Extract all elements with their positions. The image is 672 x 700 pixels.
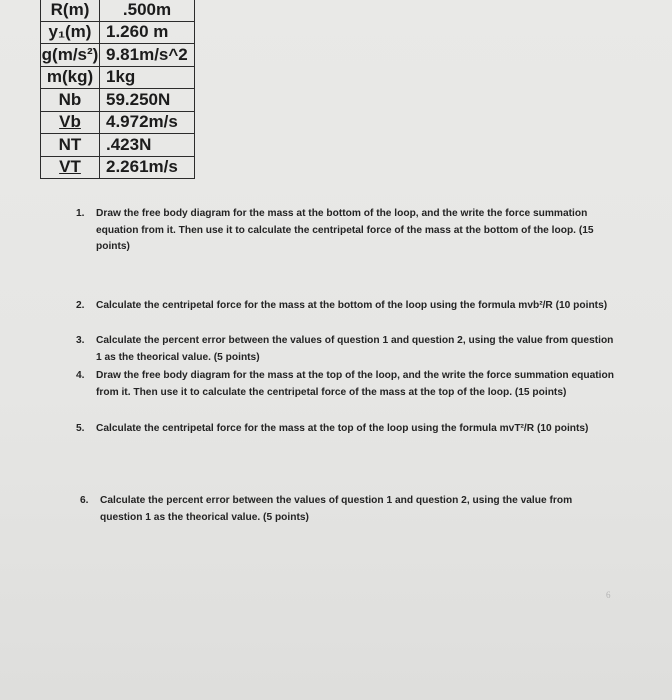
question-text: Calculate the centripetal force for the mass at the top of the loop using the formula mvT²/R (10 points) [96, 423, 589, 434]
table-value: 1kg [100, 66, 195, 89]
table-row [41, 134, 195, 157]
table-label: y₁(m) [41, 21, 100, 44]
table-value: .423N [100, 134, 195, 157]
question-number: 4. [76, 370, 85, 381]
table-row [41, 66, 195, 89]
table-row [41, 156, 195, 179]
question-number: 5. [76, 423, 85, 434]
table-row [41, 44, 195, 67]
question-text: Calculate the percent error between the values of question 1 and question 2, using the value from question 1 as the theorical value. (5 points) [96, 335, 614, 363]
table-label: Nb [41, 89, 100, 112]
question-number: 2. [76, 300, 85, 311]
table-row [41, 89, 195, 112]
table-value: 1.260 m [100, 21, 195, 44]
table-value: 2.261m/s [100, 156, 195, 179]
table-row [41, 21, 195, 44]
question-number: 1. [76, 208, 85, 219]
question-number: 3. [76, 335, 85, 346]
table-row [41, 111, 195, 134]
question-text: Draw the free body diagram for the mass at the bottom of the loop, and the write the force summation equation from it. Then use it to calculate the centripetal force of the mass at the bottom of the loop. (15 points) [96, 208, 594, 252]
table-label: VT [41, 156, 100, 179]
table-value: 59.250N [100, 89, 195, 112]
question-text: Draw the free body diagram for the mass at the top of the loop, and the write the force summation equation from it. Then use it to calculate the centripetal force of the mass at the top of the loop. (15 points) [96, 370, 614, 398]
table-label: NT [41, 134, 100, 157]
table-label: R(m) [41, 0, 100, 21]
table-label: m(kg) [41, 66, 100, 89]
table-value: 4.972m/s [100, 111, 195, 134]
data-table [40, 0, 195, 179]
page-mark: 6 [606, 590, 611, 600]
table-label: Vb [41, 111, 100, 134]
table-label: g(m/s²) [41, 44, 100, 67]
question-text: Calculate the centripetal force for the mass at the bottom of the loop using the formula mvb²/R (10 points) [96, 300, 608, 311]
table-value: 9.81m/s^2 [100, 44, 195, 67]
table-value: .500m [100, 0, 195, 21]
table-row [41, 0, 195, 21]
question-number: 6. [80, 495, 89, 506]
question-text: Calculate the percent error between the values of question 1 and question 2, using the value from question 1 as the theorical value. (5 points) [100, 495, 573, 523]
